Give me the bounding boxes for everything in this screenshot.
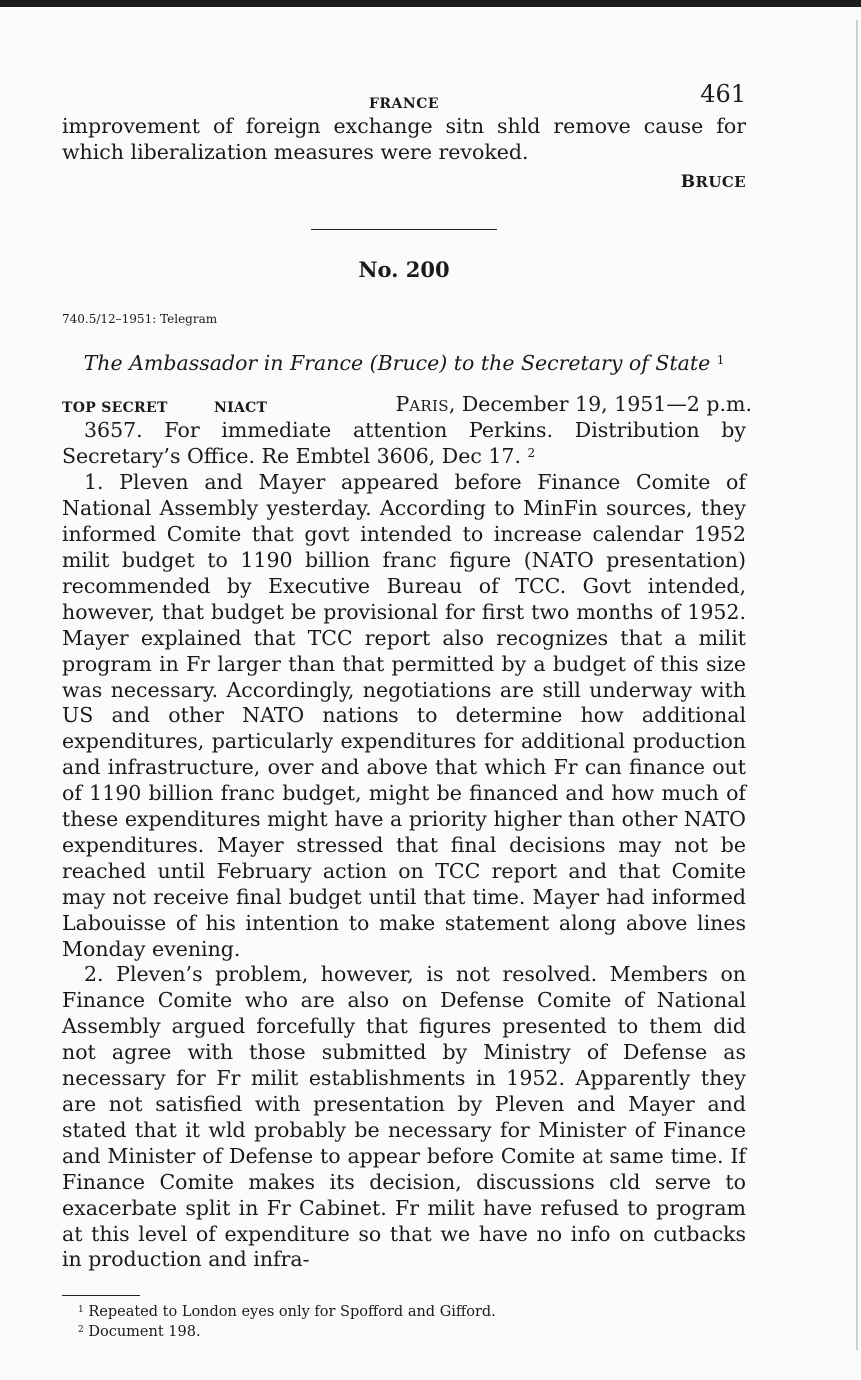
page-number: 461 bbox=[700, 80, 746, 108]
document-title-text: The Ambassador in France (Bruce) to the Secretary of State bbox=[83, 350, 711, 375]
place-initial: P bbox=[395, 392, 410, 417]
document-page bbox=[62, 80, 752, 1342]
page-top-edge bbox=[0, 0, 861, 7]
file-number: 740.5/12–1951: Telegram bbox=[62, 311, 218, 326]
page-right-edge bbox=[856, 20, 858, 1350]
footnote-ref-2: 2 bbox=[527, 446, 536, 461]
footnote-2 bbox=[62, 1322, 746, 1342]
precedence: NIACT bbox=[214, 400, 268, 417]
paragraph-1: 1. Pleven and Mayer appeared before Finance Comite of National Assembly yesterday. According to MinFin sources, they informed Comite that govt intended to increase calendar 1952 milit budget to 1190 billion franc figure (NATO presentation) recommended by Executive Bureau of TCC. Govt intended, however, that budget be provisional for first two months of 1952. Mayer explained that TCC report also recognizes that a milit program in Fr larger than that permitted by a budget of this size was necessary. Accordingly, negotiations are still underway with US and other NATO nations to determine how additional expenditures, particularly expenditures for additional production and infrastructure, over and above that which Fr can finance out of 1190 billion franc budget, might be financed and how much of these expenditures might have a priority higher than other NATO expenditures. Mayer stressed that final decisions may not be reached until February action on TCC report and that Comite may not receive final budget until that time. Mayer had informed Labouisse of his intention to make statement along above lines Monday evening. bbox=[62, 470, 746, 961]
paragraph-2: 2. Pleven’s problem, however, is not resolved. Members on Finance Comite who are also on Defense Comite of National Assembly argued forcefully that figures presented to them did not agree with those submitted by Ministry of Defense as necessary for Fr milit establishments in 1952. Apparently they are not satisfied with presentation by Pleven and Mayer and stated that it wld probably be necessary for Minister of Finance and Minister of Defense to appear before Comite at same time. If Finance Comite makes its decision, discussions cld serve to exacerbate split in Fr Cabinet. Fr milit have refused to program at this level of expenditure so that we have no info on cutbacks in production and infra- bbox=[62, 962, 746, 1272]
footnote-2-mark: 2 bbox=[78, 1325, 84, 1336]
page-header bbox=[62, 82, 746, 114]
footnote-1 bbox=[62, 1302, 746, 1322]
dateline bbox=[62, 392, 752, 418]
footnote-ref-1: 1 bbox=[716, 352, 725, 367]
signature bbox=[62, 170, 746, 196]
place-rest: ARIS bbox=[409, 397, 449, 416]
signature-rest: RUCE bbox=[695, 172, 746, 191]
document-number: No. 200 bbox=[358, 256, 450, 282]
footnote-1-mark: 1 bbox=[78, 1305, 84, 1316]
place-date bbox=[396, 392, 753, 420]
footnote-2-text: Document 198. bbox=[88, 1324, 201, 1341]
signature-initial: B bbox=[680, 171, 696, 192]
classification: TOP SECRET bbox=[62, 400, 168, 417]
footnote-1-text: Repeated to London eyes only for Spofford and Gifford. bbox=[88, 1304, 496, 1321]
running-head: FRANCE bbox=[368, 96, 440, 112]
footnote-divider bbox=[62, 1295, 140, 1296]
date: , December 19, 1951—2 p.m. bbox=[448, 392, 752, 417]
section-divider bbox=[311, 229, 497, 230]
carryover-paragraph: improvement of foreign exchange sitn shld remove cause for which liberalization measures were revoked. bbox=[62, 114, 746, 164]
document-title bbox=[62, 351, 746, 377]
paragraph-intro-text: 3657. For immediate attention Perkins. Distribution by Secretary’s Office. Re Embtel 3606, Dec 17. bbox=[62, 418, 746, 469]
footnotes bbox=[62, 1302, 746, 1342]
paragraph-intro bbox=[62, 418, 746, 470]
